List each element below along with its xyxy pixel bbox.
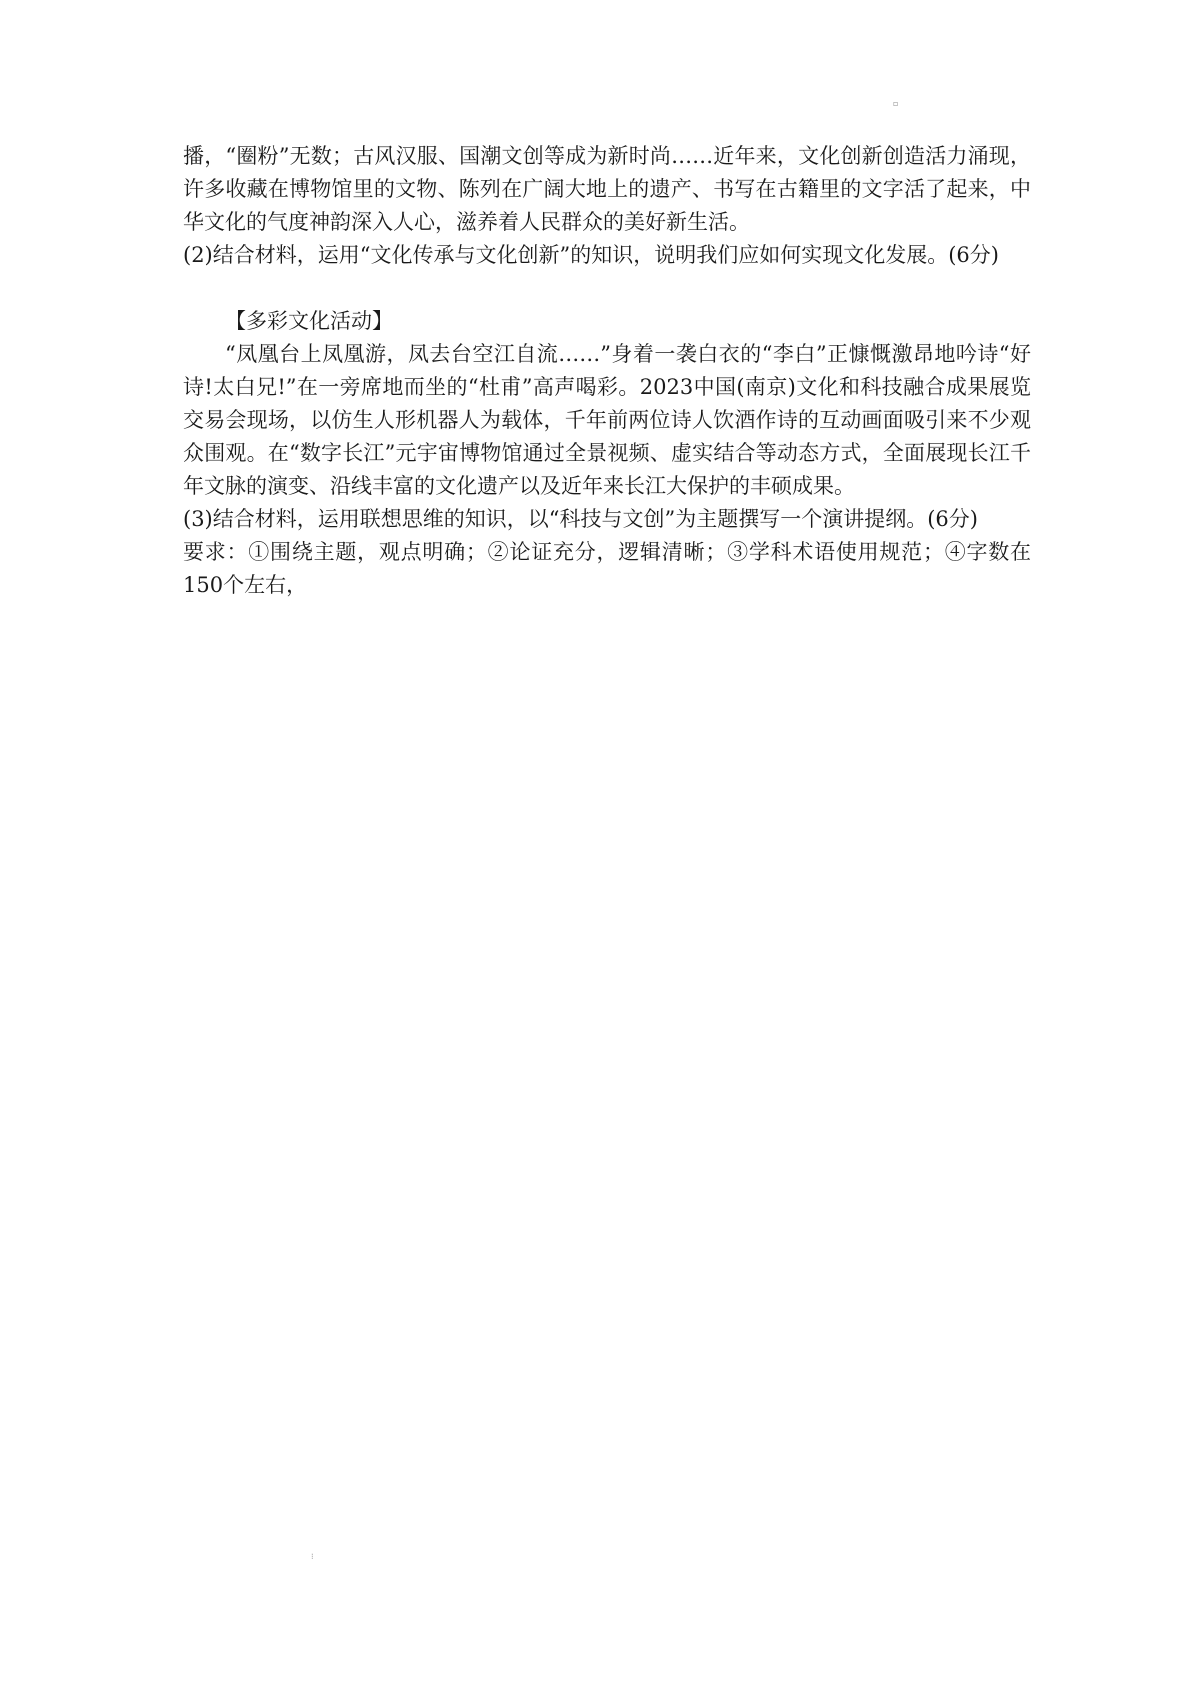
paragraph-gap xyxy=(183,272,1031,305)
requirements: 要求：①围绕主题，观点明确；②论证充分，逻辑清晰；③学科术语使用规范；④字数在150个左右， xyxy=(183,540,1031,597)
section-title-3: 【多彩文化活动】 xyxy=(225,309,393,333)
scan-mark-bottom: ⁝ xyxy=(311,1552,314,1561)
question-2: (2)结合材料，运用“文化传承与文化创新”的知识，说明我们应如何实现文化发展。(6分) xyxy=(183,243,999,267)
document-body xyxy=(183,140,1031,602)
question-3: (3)结合材料，运用联想思维的知识，以“科技与文创”为主题撰写一个演讲提纲。(6分) xyxy=(183,507,978,531)
material-3: “凤凰台上凤凰游，凤去台空江自流……”身着一袭白衣的“李白”正慷慨激昂地吟诗“好诗!太白兄!”在一旁席地而坐的“杜甫”高声喝彩。2023中国(南京)文化和科技融合成果展览交易会现场，以仿生人形机器人为载体，千年前两位诗人饮酒作诗的互动画面吸引来不少观众围观。在“数字长江”元宇宙博物馆通过全景视频、虚实结合等动态方式，全面展现长江千年文脉的演变、沿线丰富的文化遗产以及近年来长江大保护的丰硕成果。 xyxy=(183,342,1031,498)
material-2-tail: 播，“圈粉”无数；古风汉服、国潮文创等成为新时尚……近年来，文化创新创造活力涌现，许多收藏在博物馆里的文物、陈列在广阔大地上的遗产、书写在古籍里的文字活了起来，中华文化的气度神韵深入人心，滋养着人民群众的美好新生活。 xyxy=(183,144,1031,234)
scan-mark-top: ▫ xyxy=(893,99,899,108)
